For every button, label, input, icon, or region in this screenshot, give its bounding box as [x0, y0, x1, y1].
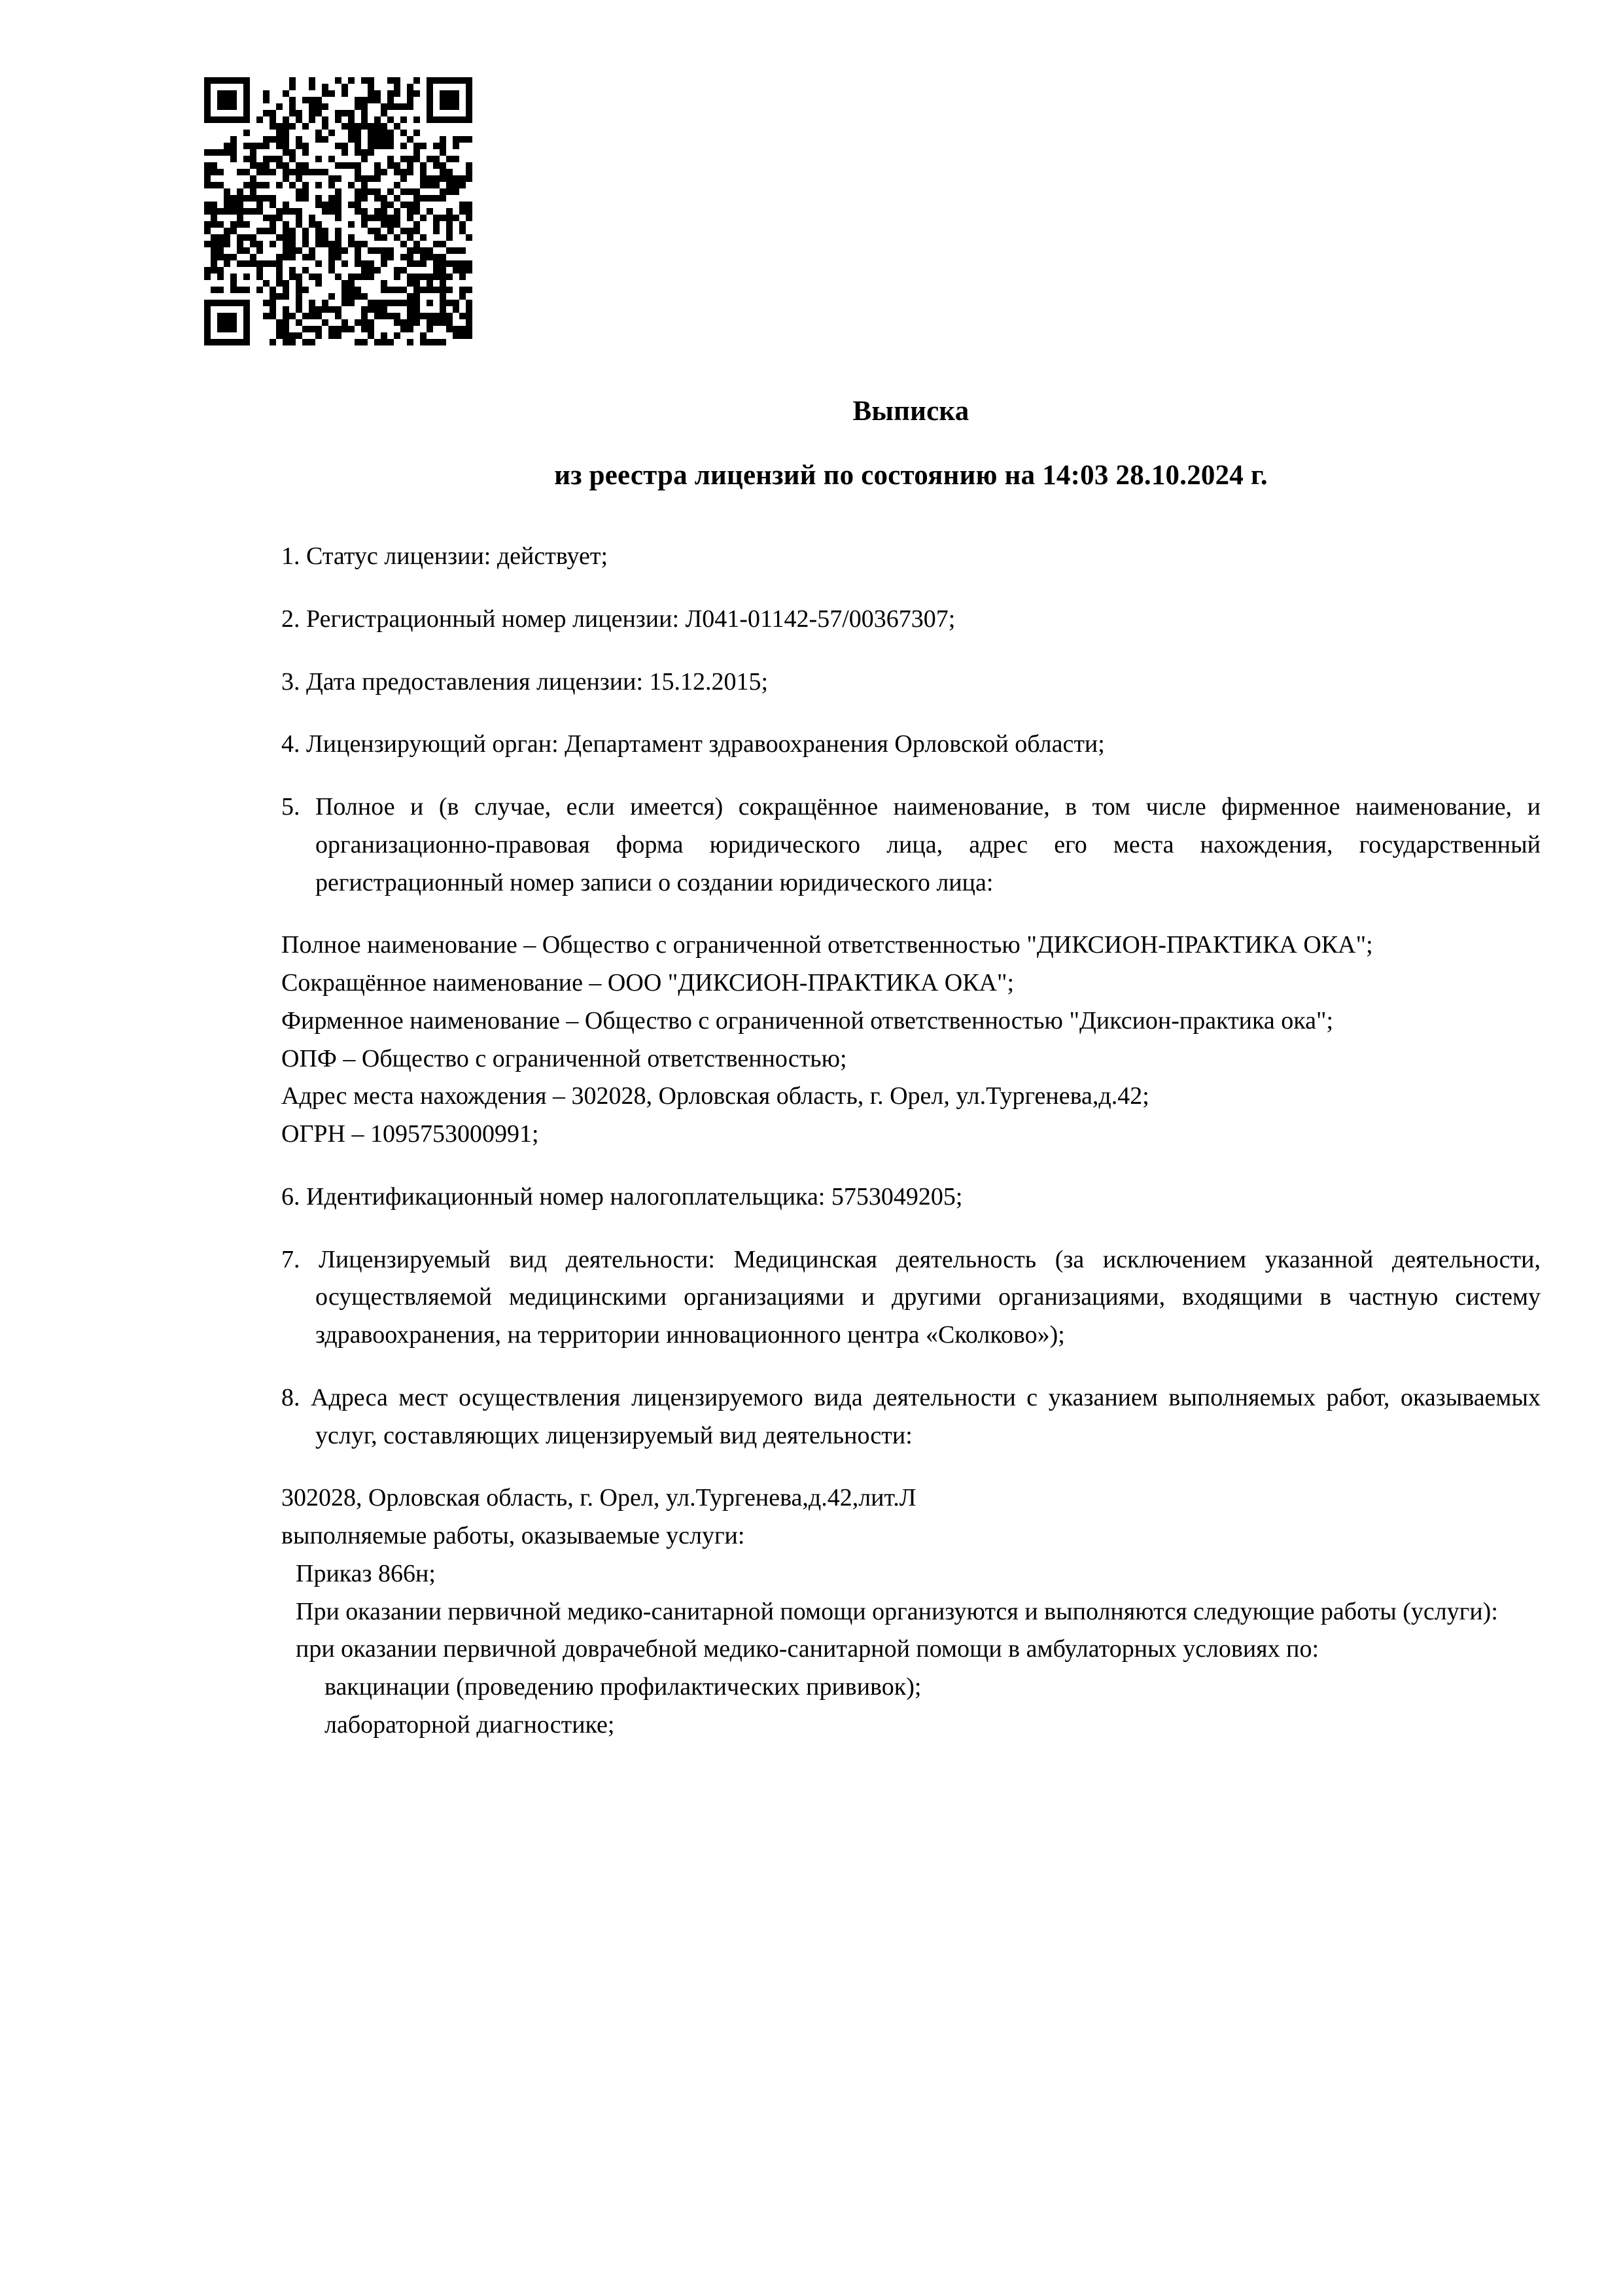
- activity-primary-care-intro: При оказании первичной медико-санитарной помощи организуются и выполняются следующие работы (услуги):: [296, 1597, 1498, 1625]
- item-activity-addresses: 8. Адреса мест осуществления лицензируемого вида деятельности с указанием выполняемых работ, оказываемых услуг, составляющих лицензируемый вид деятельности:: [281, 1383, 1541, 1449]
- entity-address: Адрес места нахождения – 302028, Орловская область, г. Орел, ул.Тургенева,д.42;: [281, 1082, 1149, 1110]
- qr-code-icon: [204, 77, 472, 345]
- document-body: [281, 393, 1541, 1769]
- entity-details-block: [281, 927, 1541, 1154]
- activity-prehospital-intro: при оказании первичной доврачебной медико-санитарной помощи в амбулаторных условиях по:: [296, 1635, 1319, 1663]
- activity-service-lab-diagnostics: лабораторной диагностике;: [324, 1710, 615, 1739]
- entity-ogrn: ОГРН – 1095753000991;: [281, 1120, 539, 1148]
- activity-address-block: [281, 1479, 1541, 1744]
- entity-brand-name: Фирменное наименование – Общество с ограниченной ответственностью "Диксион-практика ока";: [281, 1006, 1334, 1034]
- item-issue-date: 3. Дата предоставления лицензии: 15.12.2015;: [281, 667, 769, 696]
- item-licensed-activity: 7. Лицензируемый вид деятельности: Медицинская деятельность (за исключением указанной деятельности, осуществляемой медицинскими организациями и другими организациями, входящими в частную систему здравоохранения, на территории инновационного центра «Сколково»);: [281, 1245, 1541, 1349]
- item-registration-number: 2. Регистрационный номер лицензии: Л041-01142-57/00367307;: [281, 605, 956, 633]
- entity-short-name: Сокращённое наименование – ООО "ДИКСИОН-ПРАКТИКА ОКА";: [281, 969, 1015, 997]
- items-list: [281, 538, 1541, 1744]
- activity-address: 302028, Орловская область, г. Орел, ул.Тургенева,д.42,лит.Л: [281, 1484, 916, 1512]
- activity-works-header: выполняемые работы, оказываемые услуги:: [281, 1522, 745, 1550]
- qr-code-canvas: [204, 77, 472, 345]
- entity-legal-form: ОПФ – Общество с ограниченной ответственностью;: [281, 1044, 847, 1072]
- document-title: Выписка: [852, 396, 969, 427]
- item-inn: 6. Идентификационный номер налогоплательщика: 5753049205;: [281, 1182, 963, 1210]
- entity-full-name: Полное наименование – Общество с ограниченной ответственностью "ДИКСИОН-ПРАКТИКА ОКА";: [281, 931, 1373, 959]
- item-entity-names-heading: 5. Полное и (в случае, если имеется) сокращённое наименование, в том числе фирменное наименование, и организационно-правовая форма юридического лица, адрес его места нахождения, государственный регистрационный номер записи о создании юридического лица:: [281, 793, 1541, 896]
- document-subtitle: из реестра лицензий по состоянию на 14:03 28.10.2024 г.: [554, 460, 1268, 491]
- activity-order: Приказ 866н;: [296, 1559, 436, 1587]
- activity-service-vaccination: вакцинации (проведению профилактических прививок);: [324, 1673, 922, 1701]
- item-licensing-authority: 4. Лицензирующий орган: Департамент здравоохранения Орловской области;: [281, 730, 1105, 758]
- item-status: 1. Статус лицензии: действует;: [281, 542, 608, 571]
